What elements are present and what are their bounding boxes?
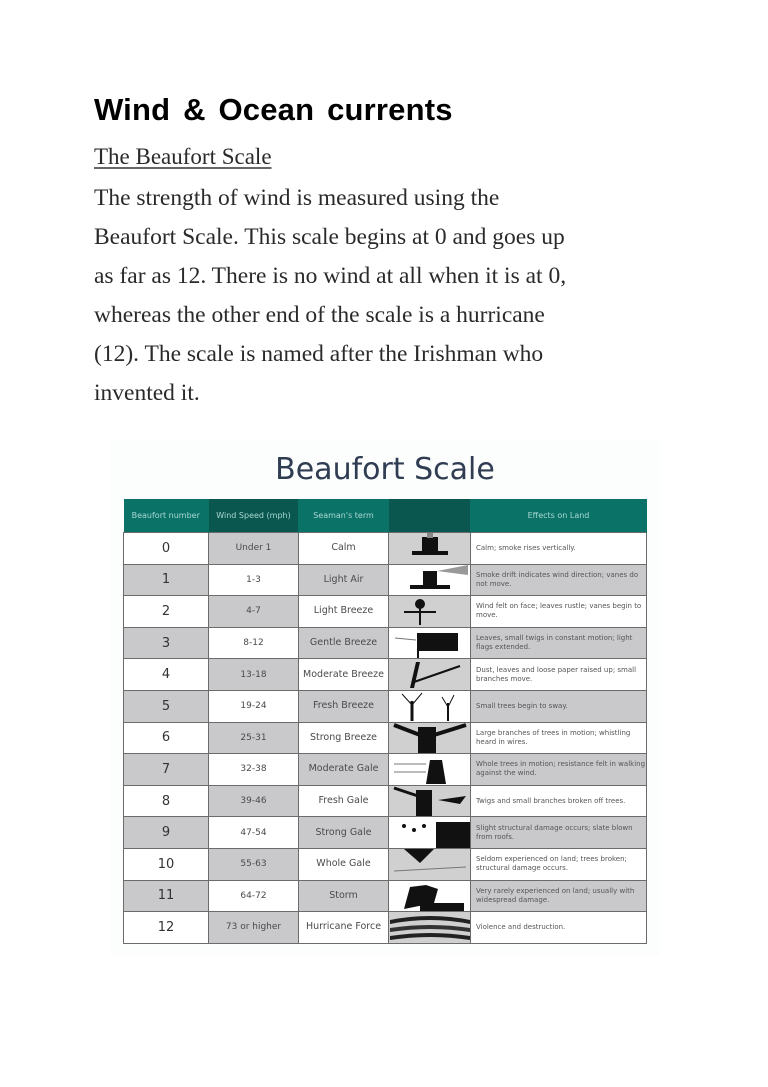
paragraph-line: invented it. bbox=[94, 380, 200, 406]
figure-title: Beaufort Scale bbox=[275, 452, 495, 487]
person-walking-wind-icon bbox=[389, 754, 471, 786]
seaman-term: Strong Gale bbox=[299, 817, 389, 849]
paragraph-line: (12). The scale is named after the Irishman who bbox=[94, 341, 544, 367]
large-tree-icon bbox=[389, 722, 471, 754]
table-header-row bbox=[124, 499, 647, 533]
effect-on-land: Wind felt on face; leaves rustle; vanes begin to move. bbox=[471, 596, 647, 628]
wind-speed: 13-18 bbox=[209, 659, 299, 691]
seaman-term: Fresh Breeze bbox=[299, 690, 389, 722]
table-row bbox=[124, 533, 647, 565]
wind-speed: 25-31 bbox=[209, 722, 299, 754]
seaman-term: Light Breeze bbox=[299, 596, 389, 628]
wind-speed: 32-38 bbox=[209, 754, 299, 786]
table-row bbox=[124, 596, 647, 628]
effect-on-land: Slight structural damage occurs; slate blown from roofs. bbox=[471, 817, 647, 849]
widespread-damage-icon bbox=[389, 880, 471, 912]
branch-icon bbox=[389, 659, 471, 691]
beaufort-table bbox=[123, 499, 647, 944]
beaufort-number: 8 bbox=[124, 785, 209, 817]
wind-speed: Under 1 bbox=[209, 533, 299, 565]
body-paragraph bbox=[94, 179, 684, 413]
beaufort-number: 7 bbox=[124, 754, 209, 786]
table-row bbox=[124, 912, 647, 944]
seaman-term: Strong Breeze bbox=[299, 722, 389, 754]
beaufort-scale-figure bbox=[110, 440, 660, 955]
wind-speed: 64-72 bbox=[209, 880, 299, 912]
beaufort-number: 9 bbox=[124, 817, 209, 849]
effect-on-land: Seldom experienced on land; trees broken; structural damage occurs. bbox=[471, 848, 647, 880]
beaufort-number: 10 bbox=[124, 848, 209, 880]
beaufort-number: 12 bbox=[124, 912, 209, 944]
wind-speed: 4-7 bbox=[209, 596, 299, 628]
roof-slates-icon bbox=[389, 817, 471, 849]
beaufort-number: 5 bbox=[124, 690, 209, 722]
seaman-term: Fresh Gale bbox=[299, 785, 389, 817]
table-row bbox=[124, 690, 647, 722]
paragraph-line: as far as 12. There is no wind at all when it is at 0, bbox=[94, 263, 567, 289]
paragraph-line: Beaufort Scale. This scale begins at 0 and goes up bbox=[94, 224, 565, 250]
wind-speed: 47-54 bbox=[209, 817, 299, 849]
seaman-term: Light Air bbox=[299, 564, 389, 596]
beaufort-number: 0 bbox=[124, 533, 209, 565]
beaufort-number: 3 bbox=[124, 627, 209, 659]
wind-speed: 19-24 bbox=[209, 690, 299, 722]
smoke-rising-icon bbox=[389, 533, 471, 565]
beaufort-number: 2 bbox=[124, 596, 209, 628]
table-row bbox=[124, 785, 647, 817]
wind-speed: 73 or higher bbox=[209, 912, 299, 944]
column-header-term: Seaman's term bbox=[299, 499, 389, 533]
effect-on-land: Small trees begin to sway. bbox=[471, 690, 647, 722]
effect-on-land: Twigs and small branches broken off trees. bbox=[471, 785, 647, 817]
flag-icon bbox=[389, 627, 471, 659]
seaman-term: Calm bbox=[299, 533, 389, 565]
paragraph-line: whereas the other end of the scale is a hurricane bbox=[94, 302, 545, 328]
small-trees-icon bbox=[389, 690, 471, 722]
effect-on-land: Smoke drift indicates wind direction; vanes do not move. bbox=[471, 564, 647, 596]
seaman-term: Whole Gale bbox=[299, 848, 389, 880]
table-row bbox=[124, 627, 647, 659]
table-row bbox=[124, 659, 647, 691]
page-title: Wind & Ocean currents bbox=[94, 92, 453, 127]
wind-speed: 1-3 bbox=[209, 564, 299, 596]
seaman-term: Hurricane Force bbox=[299, 912, 389, 944]
breaking-twigs-icon bbox=[389, 785, 471, 817]
effect-on-land: Leaves, small twigs in constant motion; light flags extended. bbox=[471, 627, 647, 659]
smoke-drift-icon bbox=[389, 564, 471, 596]
table-row bbox=[124, 722, 647, 754]
hurricane-waves-icon bbox=[389, 912, 471, 944]
seaman-term: Storm bbox=[299, 880, 389, 912]
table-row bbox=[124, 754, 647, 786]
section-heading: The Beaufort Scale bbox=[94, 144, 272, 169]
uprooted-tree-icon bbox=[389, 848, 471, 880]
seaman-term: Gentle Breeze bbox=[299, 627, 389, 659]
beaufort-number: 11 bbox=[124, 880, 209, 912]
seaman-term: Moderate Breeze bbox=[299, 659, 389, 691]
beaufort-number: 4 bbox=[124, 659, 209, 691]
table-row bbox=[124, 880, 647, 912]
table-row bbox=[124, 817, 647, 849]
seaman-term: Moderate Gale bbox=[299, 754, 389, 786]
beaufort-number: 6 bbox=[124, 722, 209, 754]
column-header-speed: Wind Speed (mph) bbox=[209, 499, 299, 533]
table-row bbox=[124, 564, 647, 596]
effect-on-land: Dust, leaves and loose paper raised up; small branches move. bbox=[471, 659, 647, 691]
wind-speed: 55-63 bbox=[209, 848, 299, 880]
effect-on-land: Large branches of trees in motion; whistling heard in wires. bbox=[471, 722, 647, 754]
wind-speed: 39-46 bbox=[209, 785, 299, 817]
column-header-effects: Effects on Land bbox=[471, 499, 647, 533]
column-header-picture bbox=[389, 499, 471, 533]
effect-on-land: Violence and destruction. bbox=[471, 912, 647, 944]
beaufort-number: 1 bbox=[124, 564, 209, 596]
effect-on-land: Very rarely experienced on land; usually with widespread damage. bbox=[471, 880, 647, 912]
effect-on-land: Whole trees in motion; resistance felt in walking against the wind. bbox=[471, 754, 647, 786]
weather-vane-icon bbox=[389, 596, 471, 628]
paragraph-line: The strength of wind is measured using the bbox=[94, 185, 500, 211]
effect-on-land: Calm; smoke rises vertically. bbox=[471, 533, 647, 565]
table-row bbox=[124, 848, 647, 880]
column-header-number: Beaufort number bbox=[124, 499, 209, 533]
wind-speed: 8-12 bbox=[209, 627, 299, 659]
